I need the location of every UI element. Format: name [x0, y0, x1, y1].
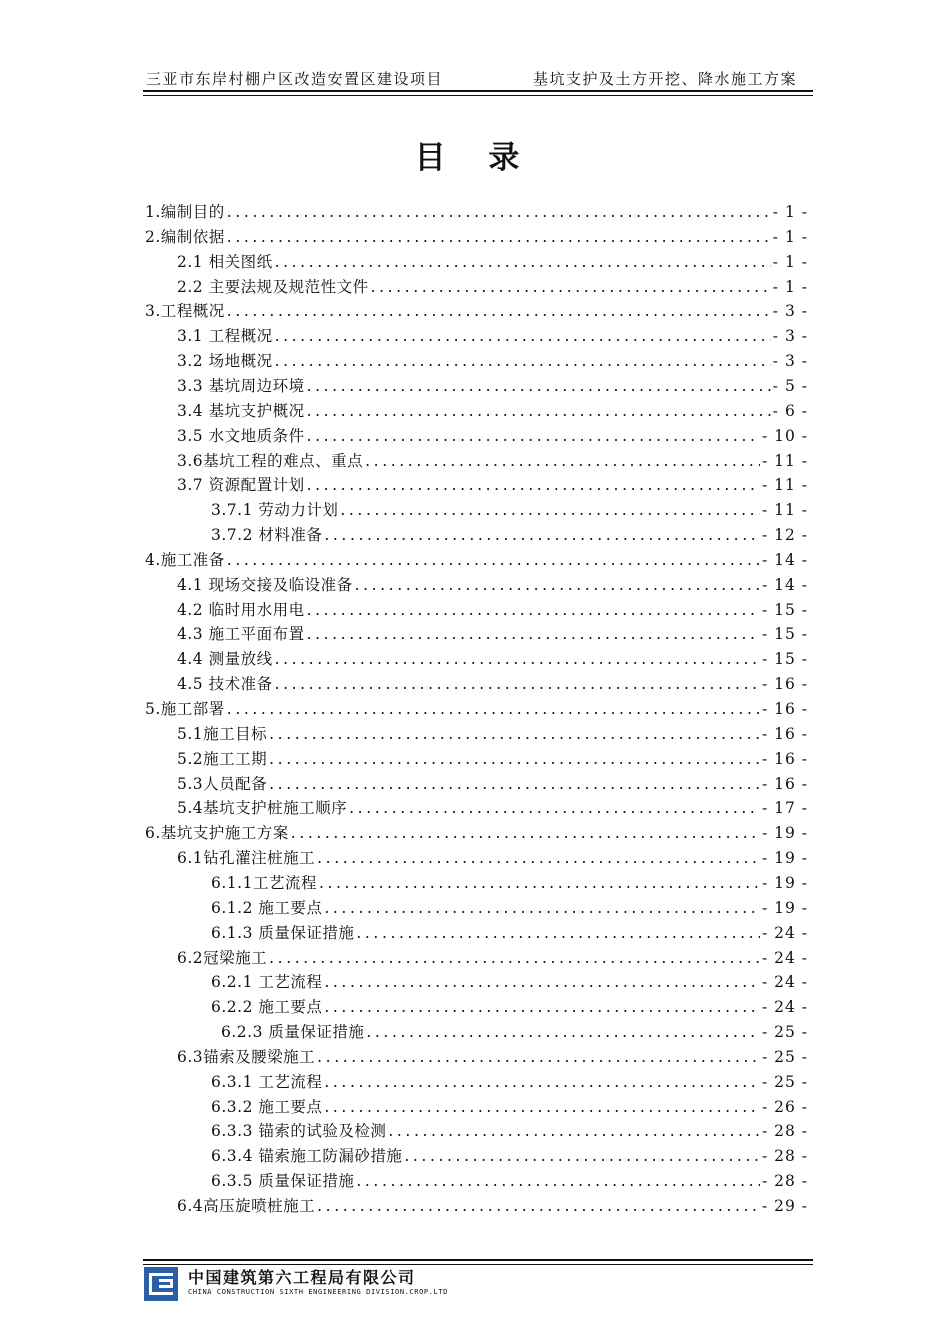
toc-entry[interactable]: [177, 573, 808, 598]
toc-entry-page: - 14 -: [761, 575, 808, 594]
toc-leader-dots: [356, 1169, 760, 1194]
toc-leader-dots: [324, 1095, 760, 1120]
toc-entry-label: 3.6基坑工程的难点、重点: [177, 451, 364, 470]
toc-entry-page: - 5 -: [772, 376, 808, 395]
running-header: [143, 66, 813, 92]
toc-entry[interactable]: [177, 722, 808, 747]
toc-leader-dots: [227, 697, 760, 722]
toc-entry-label: 2.2 主要法规及规范性文件: [177, 277, 369, 296]
toc-entry[interactable]: [177, 946, 808, 971]
toc-entry[interactable]: [211, 921, 808, 946]
toc-leader-dots: [307, 424, 760, 449]
footer-rule-thick: [143, 1259, 813, 1261]
toc-entry-label: 5.4基坑支护桩施工顺序: [177, 799, 348, 818]
toc-entry-label: 6.3锚索及腰梁施工: [177, 1047, 316, 1066]
toc-entry-label: 3.工程概况: [145, 302, 225, 321]
toc-leader-dots: [366, 1020, 760, 1045]
toc-leader-dots: [355, 573, 760, 598]
toc-entry-label: 6.1.3 质量保证措施: [211, 923, 355, 942]
toc-entry[interactable]: [177, 747, 808, 772]
toc-entry-label: 4.1 现场交接及临设准备: [177, 575, 353, 594]
toc-leader-dots: [269, 722, 760, 747]
toc-entry-page: - 1 -: [772, 227, 808, 246]
toc-entry-page: - 1 -: [772, 203, 808, 221]
toc-entry-page: - 17 -: [761, 799, 808, 818]
toc-entry-page: - 28 -: [761, 1122, 808, 1141]
toc-entry[interactable]: [177, 324, 808, 349]
toc-entry-label: 4.5 技术准备: [177, 675, 273, 694]
toc-entry-page: - 16 -: [761, 724, 808, 743]
toc-leader-dots: [275, 647, 760, 672]
toc-entry[interactable]: [221, 1020, 808, 1045]
toc-entry-label: 6.2.1 工艺流程: [211, 973, 323, 992]
toc-entry-label: 5.施工部署: [145, 700, 225, 718]
toc-entry[interactable]: [145, 821, 808, 846]
toc-entry[interactable]: [211, 970, 808, 995]
toc-leader-dots: [324, 896, 760, 921]
company-name-english: CHINA CONSTRUCTION SIXTH ENGINEERING DIVISION.CROP.LTD: [188, 1288, 448, 1296]
toc-entry[interactable]: [211, 1119, 808, 1144]
toc-entry-page: - 15 -: [761, 625, 808, 644]
toc-entry[interactable]: [145, 299, 808, 324]
toc-entry-label: 3.2 场地概况: [177, 352, 273, 371]
toc-entry-page: - 16 -: [761, 749, 808, 768]
toc-entry-label: 3.3 基坑周边环境: [177, 376, 305, 395]
toc-entry-label: 4.施工准备: [145, 550, 225, 569]
toc-entry-label: 3.1 工程概况: [177, 327, 273, 346]
toc-entry-label: 6.3.5 质量保证措施: [211, 1172, 355, 1191]
toc-entry-label: 3.4 基坑支护概况: [177, 401, 305, 420]
toc-entry[interactable]: [211, 523, 808, 548]
toc-leader-dots: [319, 871, 760, 896]
toc-entry[interactable]: [177, 399, 808, 424]
company-name-chinese: 中国建筑第六工程局有限公司: [188, 1268, 416, 1287]
toc-entry-page: - 25 -: [761, 1072, 808, 1091]
toc-entry-label: 6.基坑支护施工方案: [145, 824, 289, 843]
toc-leader-dots: [324, 1070, 760, 1095]
toc-entry-label: 6.4高压旋喷桩施工: [177, 1197, 316, 1215]
toc-entry-page: - 19 -: [761, 873, 808, 892]
toc-leader-dots: [307, 598, 760, 623]
header-document-name: 基坑支护及土方开挖、降水施工方案: [532, 70, 797, 88]
toc-entry-label: 3.5 水文地质条件: [177, 426, 305, 445]
toc-entry-page: - 28 -: [761, 1147, 808, 1166]
toc-entry-label: 6.2冠梁施工: [177, 948, 268, 967]
toc-entry-label: 4.2 临时用水用电: [177, 600, 305, 619]
toc-entry[interactable]: [177, 647, 808, 672]
toc-entry-label: 6.3.1 工艺流程: [211, 1072, 323, 1091]
toc-leader-dots: [356, 921, 760, 946]
toc-entry[interactable]: [145, 200, 808, 225]
toc-entry-label: 6.2.3 质量保证措施: [221, 1023, 365, 1042]
toc-leader-dots: [227, 548, 760, 573]
toc-entry[interactable]: [177, 672, 808, 697]
toc-entry-page: - 16 -: [761, 774, 808, 793]
toc-entry-page: - 1 -: [772, 252, 808, 271]
toc-entry-page: - 11 -: [761, 476, 808, 495]
toc-entry-page: - 14 -: [761, 550, 808, 569]
toc-entry[interactable]: [177, 449, 808, 474]
cscec-logo-icon: [144, 1267, 178, 1301]
toc-entry-page: - 16 -: [761, 675, 808, 694]
toc-leader-dots: [349, 796, 760, 821]
toc-entry[interactable]: [177, 473, 808, 498]
toc-leader-dots: [307, 399, 771, 424]
toc-entry[interactable]: [145, 548, 808, 573]
toc-entry-label: 6.1.2 施工要点: [211, 898, 323, 917]
toc-entry[interactable]: [211, 896, 808, 921]
toc-entry-page: - 10 -: [761, 426, 808, 445]
toc-entry[interactable]: [211, 1095, 808, 1120]
toc-entry[interactable]: [177, 349, 808, 374]
toc-entry-page: - 19 -: [761, 849, 808, 868]
toc-leader-dots: [227, 200, 771, 225]
toc-entry-label: 5.1施工目标: [177, 724, 268, 743]
toc-entry-label: 4.4 测量放线: [177, 650, 273, 669]
toc-entry[interactable]: [211, 995, 808, 1020]
toc-leader-dots: [307, 473, 760, 498]
toc-entry-page: - 12 -: [761, 526, 808, 545]
toc-entry-page: - 24 -: [761, 998, 808, 1017]
toc-entry[interactable]: [145, 225, 808, 250]
toc-entry-page: - 15 -: [761, 650, 808, 669]
toc-entry-page: - 11 -: [761, 451, 808, 470]
toc-entry-label: 5.3人员配备: [177, 774, 268, 793]
toc-leader-dots: [340, 498, 760, 523]
header-rule-thick: [143, 90, 813, 92]
toc-entry[interactable]: [211, 871, 808, 896]
toc-leader-dots: [291, 821, 760, 846]
toc-leader-dots: [317, 846, 760, 871]
toc-entry[interactable]: [211, 1169, 808, 1194]
toc-leader-dots: [227, 299, 771, 324]
toc-entry-page: - 15 -: [761, 600, 808, 619]
toc-leader-dots: [227, 225, 771, 250]
toc-entry-label: 6.1.1工艺流程: [211, 873, 317, 892]
toc-leader-dots: [275, 250, 771, 275]
toc-entry[interactable]: [145, 697, 808, 722]
toc-entry[interactable]: [177, 846, 808, 871]
toc-entry[interactable]: [177, 1194, 808, 1219]
toc-entry-page: - 25 -: [761, 1047, 808, 1066]
toc-entry[interactable]: [177, 796, 808, 821]
toc-entry-page: - 1 -: [772, 277, 808, 296]
toc-leader-dots: [269, 946, 760, 971]
toc-leader-dots: [324, 970, 760, 995]
toc-entry-page: - 24 -: [761, 973, 808, 992]
toc-entry[interactable]: [177, 275, 808, 300]
toc-leader-dots: [275, 672, 760, 697]
toc-entry[interactable]: [177, 1045, 808, 1070]
toc-leader-dots: [307, 622, 760, 647]
toc-entry-page: - 6 -: [772, 401, 808, 420]
toc-entry-page: - 24 -: [761, 948, 808, 967]
toc-leader-dots: [317, 1045, 760, 1070]
toc-leader-dots: [404, 1144, 760, 1169]
toc-entry-label: 6.1钻孔灌注桩施工: [177, 849, 316, 868]
toc-entry-label: 6.3.3 锚索的试验及检测: [211, 1122, 387, 1141]
toc-leader-dots: [269, 772, 760, 797]
toc-entry-label: 3.7.1 劳动力计划: [211, 501, 339, 520]
toc-leader-dots: [275, 324, 771, 349]
toc-leader-dots: [275, 349, 771, 374]
toc-entry-label: 6.3.4 锚索施工防漏砂措施: [211, 1147, 403, 1166]
toc-entry[interactable]: [211, 1144, 808, 1169]
toc-entry-page: - 11 -: [761, 501, 808, 520]
toc-entry-label: 3.7.2 材料准备: [211, 526, 323, 545]
header-project-name: 三亚市东岸村棚户区改造安置区建设项目: [146, 70, 444, 88]
toc-entry-page: - 25 -: [761, 1023, 808, 1042]
toc-entry-label: 6.3.2 施工要点: [211, 1097, 323, 1116]
toc-entry[interactable]: [177, 374, 808, 399]
toc-entry[interactable]: [211, 1070, 808, 1095]
toc-entry-page: - 3 -: [772, 327, 808, 346]
toc-leader-dots: [324, 523, 760, 548]
toc-entry-page: - 19 -: [761, 824, 808, 843]
toc-entry-label: 4.3 施工平面布置: [177, 625, 305, 644]
toc-leader-dots: [365, 449, 760, 474]
toc-title: 目 录: [414, 140, 536, 176]
header-rule-thin: [143, 95, 813, 96]
toc-entry-label: 2.编制依据: [145, 227, 225, 246]
toc-entry[interactable]: [177, 250, 808, 275]
toc-leader-dots: [324, 995, 760, 1020]
toc-entry-label: 2.1 相关图纸: [177, 252, 273, 271]
toc-entry[interactable]: [177, 622, 808, 647]
toc-leader-dots: [317, 1194, 760, 1219]
toc-entry-label: 5.2施工工期: [177, 749, 268, 768]
toc-entry-page: - 3 -: [772, 302, 808, 321]
toc-entry-page: - 19 -: [761, 898, 808, 917]
toc-entry[interactable]: [177, 424, 808, 449]
toc-entry[interactable]: [177, 598, 808, 623]
toc-entry-page: - 3 -: [772, 352, 808, 371]
toc-entry-label: 3.7 资源配置计划: [177, 476, 305, 495]
toc-leader-dots: [371, 275, 771, 300]
toc-entry-page: - 29 -: [761, 1197, 808, 1215]
toc-entry-page: - 26 -: [761, 1097, 808, 1116]
toc-entry[interactable]: [177, 772, 808, 797]
toc-entry-page: - 16 -: [761, 700, 808, 718]
toc-entry-label: 1.编制目的: [145, 203, 225, 221]
toc-entry[interactable]: [211, 498, 808, 523]
toc-leader-dots: [307, 374, 771, 399]
toc-entry-label: 6.2.2 施工要点: [211, 998, 323, 1017]
toc-entry-page: - 28 -: [761, 1172, 808, 1191]
toc-leader-dots: [388, 1119, 760, 1144]
toc-leader-dots: [269, 747, 760, 772]
toc-entry-page: - 24 -: [761, 923, 808, 942]
